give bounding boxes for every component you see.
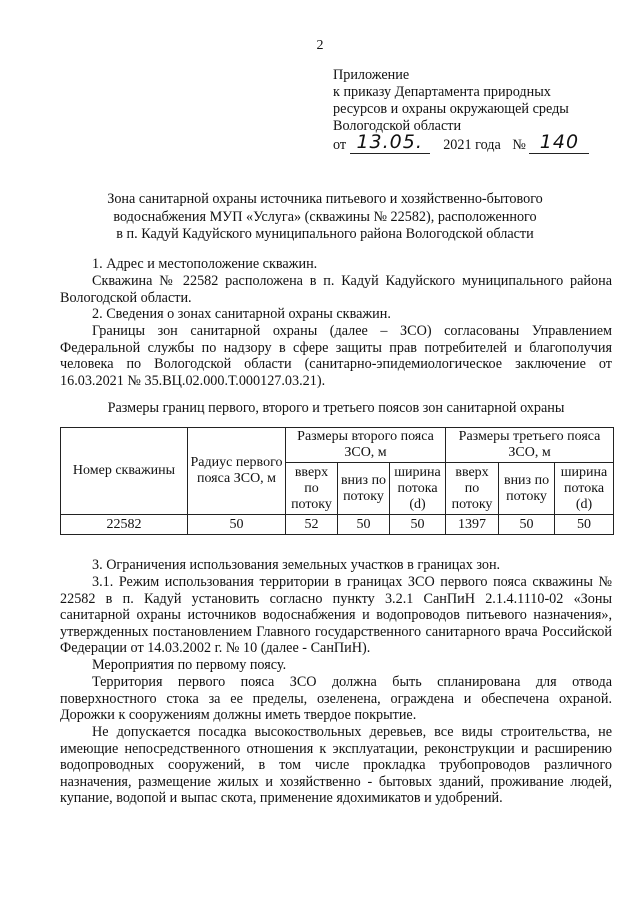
handwritten-date: 13.05.	[356, 130, 423, 153]
header-well: Номер скважины	[61, 428, 188, 515]
section-1-text: Скважина № 22582 расположена в п. Кадуй Кадуйского муниципального района Вологодской области.	[60, 273, 612, 306]
table-row	[61, 515, 614, 535]
header-third-width: ширина потока (d)	[555, 463, 614, 515]
date-blank	[350, 130, 430, 154]
number-blank	[529, 130, 589, 154]
section-3-paragraph-3: Территория первого пояса ЗСО должна быть спланирована для отвода поверхностного стока за ее пределы, озеленена, ограждена и обеспечена охраной. Дорожки к сооружениям должны иметь твердое покрытие.	[60, 674, 612, 723]
header-radius: Радиус первого пояса ЗСО, м	[188, 428, 286, 515]
cell-second-up: 52	[286, 515, 338, 535]
appendix-date-line	[333, 130, 623, 154]
appendix-line-2: к приказу Департамента природных	[333, 84, 551, 100]
date-prefix: от	[333, 137, 347, 153]
appendix-block	[333, 67, 623, 154]
section-2-heading: 2. Сведения о зонах санитарной охраны скважин.	[92, 306, 391, 322]
header-second-zone: Размеры второго пояса ЗСО, м	[286, 428, 446, 463]
header-third-down: вниз по потоку	[499, 463, 555, 515]
zones-table	[60, 427, 614, 535]
appendix-line-4: Вологодской области	[333, 118, 462, 134]
cell-third-down: 50	[499, 515, 555, 535]
title-line-2: водоснабжения МУП «Услуга» (скважины № 22582), расположенного	[113, 208, 537, 225]
appendix-line-1: Приложение	[333, 67, 410, 83]
header-second-width: ширина потока (d)	[390, 463, 446, 515]
appendix-line-3: ресурсов и охраны окружающей среды	[333, 101, 569, 117]
header-second-up: вверх по потоку	[286, 463, 338, 515]
year-text: 2021 года	[443, 137, 501, 153]
cell-well: 22582	[61, 515, 188, 535]
cell-third-up: 1397	[446, 515, 499, 535]
header-third-zone: Размеры третьего пояса ЗСО, м	[446, 428, 614, 463]
section-3-heading: 3. Ограничения использования земельных участков в границах зон.	[92, 557, 501, 573]
title-line-3: в п. Кадуй Кадуйского муниципального района Вологодской области	[116, 226, 534, 242]
header-second-down: вниз по потоку	[338, 463, 390, 515]
page-number: 2	[316, 38, 324, 53]
table-caption: Размеры границ первого, второго и третьего поясов зон санитарной охраны	[107, 400, 565, 416]
number-sign: №	[512, 137, 526, 153]
section-3-paragraph-2: Мероприятия по первому поясу.	[92, 657, 287, 673]
cell-second-width: 50	[390, 515, 446, 535]
document-title	[60, 191, 590, 244]
section-3-paragraph-1: 3.1. Режим использования территории в границах ЗСО первого пояса скважины № 22582 в п. Кадуй установить согласно пункту 3.2.1 СанПиН 2.1.4.1110-02 «Зоны санитарной охраны источников водоснабжения и водопроводов питьевого назначения», утвержденных постановлением Главного государственного санитарного врача Российской Федерации от 14.03.2002 г. № 10 (далее - СанПиН).	[60, 574, 612, 656]
section-2-text: Границы зон санитарной охраны (далее – ЗСО) согласованы Управлением Федеральной службы по надзору в сфере защиты прав потребителей и благополучия человека по Вологодской области (санитарно-эпидемиологическое заключение от 16.03.2021 № 35.ВЦ.02.000.Т.000127.03.21).	[60, 323, 612, 389]
section-1-heading: 1. Адрес и местоположение скважин.	[92, 256, 318, 272]
cell-third-width: 50	[555, 515, 614, 535]
cell-second-down: 50	[338, 515, 390, 535]
header-third-up: вверх по потоку	[446, 463, 499, 515]
title-line-1: Зона санитарной охраны источника питьевого и хозяйственно-бытового	[107, 191, 543, 207]
section-3-paragraph-4: Не допускается посадка высокоствольных деревьев, все виды строительства, не имеющие непосредственного отношения к эксплуатации, реконструкции и расширению водопроводных сооружений, в том числе прокладка трубопроводов различного назначения, размещение жилых и хозяйственно - бытовых зданий, проживание людей, купание, водопой и выпас скота, применение ядохимикатов и удобрений.	[60, 724, 612, 806]
handwritten-number: 140	[539, 130, 580, 153]
cell-radius: 50	[188, 515, 286, 535]
